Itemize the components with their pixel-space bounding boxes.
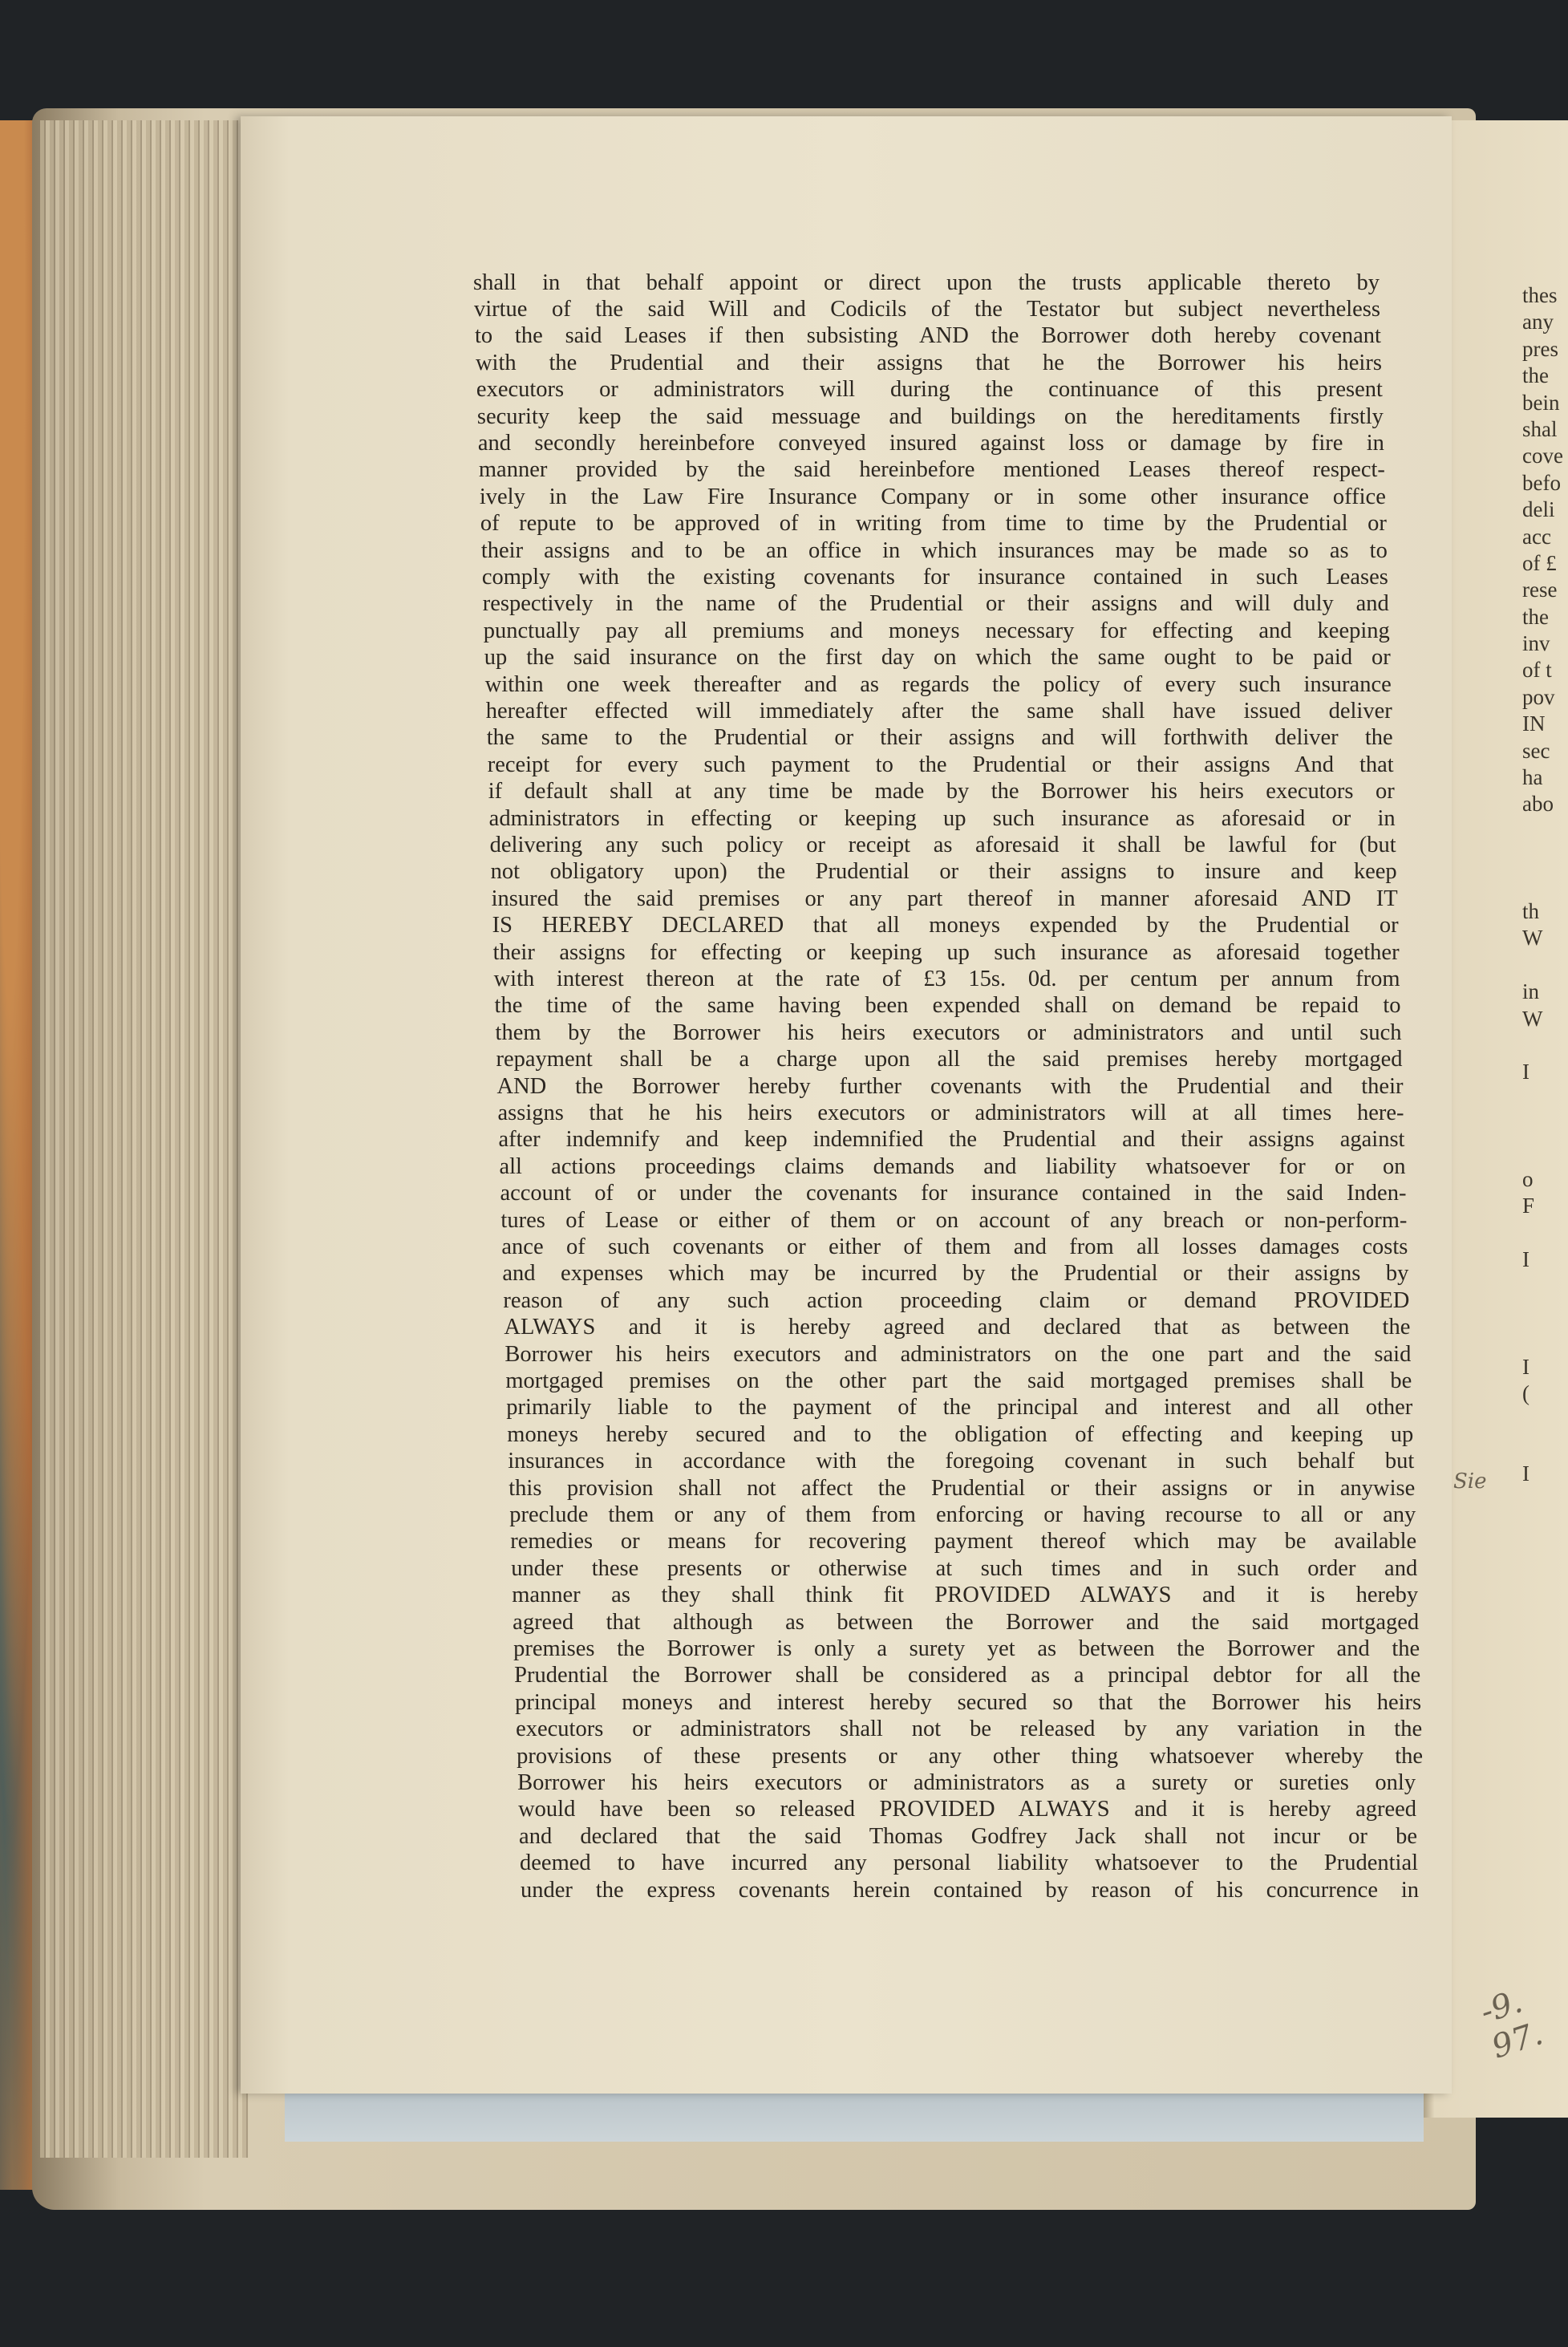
adjacent-page-fragment: [1522, 872, 1568, 898]
text-line: remedies or means for recovering payment thereof which may be available: [510, 1529, 1417, 1555]
text-line: up the said insurance on the first day on which the same ought to be paid or: [484, 645, 1391, 671]
adjacent-page-fragment: ha: [1522, 765, 1543, 790]
adjacent-page-fragment: F: [1522, 1194, 1535, 1218]
adjacent-page-fragment: IN: [1522, 711, 1546, 736]
adjacent-page-fragment: I: [1522, 1060, 1530, 1084]
adjacent-page-fragment: the: [1522, 604, 1549, 629]
adjacent-page-fragment: W: [1522, 926, 1543, 951]
adjacent-page-fragment: the: [1522, 363, 1549, 388]
text-line: Borrower his heirs executors or administrators as a surety or sureties only: [517, 1769, 1416, 1795]
text-line: of repute to be approved of in writing from time to time by the Prudential or: [480, 511, 1387, 537]
text-line: comply with the existing covenants for insurance contained in such Leases: [481, 564, 1388, 590]
text-line: moneys hereby secured and to the obligation of effecting and keeping up: [507, 1421, 1414, 1447]
blue-paper-strip: [285, 2086, 1424, 2142]
adjacent-page-fragment: pres: [1522, 336, 1558, 361]
text-line: executors or administrators shall not be released by any variation in the: [516, 1717, 1423, 1742]
text-line: punctually pay all premiums and moneys necessary for effecting and keeping: [483, 618, 1390, 643]
adjacent-page-fragment: abo: [1522, 792, 1554, 817]
text-line: under the express covenants herein contained by reason of his concurrence in: [521, 1877, 1420, 1903]
text-line: agreed that although as between the Borrower and the said mortgaged: [513, 1609, 1420, 1635]
text-line: and declared that the said Thomas Godfrey Jack shall not incur or be: [519, 1823, 1418, 1849]
text-line: Borrower his heirs executors and administrators on the one part and the said: [504, 1341, 1412, 1367]
text-line: this provision shall not affect the Prudential or their assigns or in anywise: [508, 1475, 1416, 1501]
text-line: reason of any such action proceeding claim or demand PROVIDED: [503, 1287, 1410, 1313]
text-line: ance of such covenants or either of them and from all losses damages costs: [501, 1234, 1408, 1259]
text-line: their assigns and to be an office in which insurances may be made so as to: [480, 537, 1388, 563]
adjacent-page-fragment: pov: [1522, 684, 1555, 709]
text-line: hereafter effected will immediately after the same shall have issued deliver: [485, 698, 1392, 724]
text-line: IS HEREBY DECLARED that all moneys expended by the Prudential or: [492, 913, 1399, 938]
text-line: after indemnify and keep indemnified the Prudential and their assigns against: [498, 1127, 1405, 1153]
adjacent-page-fragment: o: [1522, 1166, 1534, 1191]
adjacent-page-fragment: befo: [1522, 470, 1561, 495]
adjacent-page-fragment: I: [1522, 1461, 1530, 1486]
adjacent-page-fragment: I: [1522, 1354, 1530, 1379]
text-line: administrators in effecting or keeping up such insurance as aforesaid or in: [488, 805, 1396, 831]
text-line: principal moneys and interest hereby secured so that the Borrower his heirs: [515, 1689, 1422, 1715]
text-line: to the said Leases if then subsisting AND the Borrower doth hereby covenant: [474, 323, 1381, 349]
text-line: insured the said premises or any part thereof in manner aforesaid AND IT: [491, 886, 1398, 911]
adjacent-page-fragment: [1522, 1273, 1568, 1299]
adjacent-page-fragment: cove: [1522, 444, 1563, 468]
text-line: premises the Borrower is only a surety yet as between the Borrower and the: [513, 1636, 1420, 1661]
adjacent-page-fragment: of £: [1522, 550, 1557, 575]
text-line: preclude them or any of them from enforcing or having recourse to all or any: [509, 1502, 1416, 1527]
adjacent-page-fragment: [1522, 1113, 1568, 1139]
text-line: the time of the same having been expended shall on demand be repaid to: [494, 993, 1401, 1019]
adjacent-page-fragment: rese: [1522, 578, 1558, 602]
text-line: with interest thereon at the rate of £3 15s. 0d. per centum per annum from: [493, 966, 1400, 991]
text-line: all actions proceedings claims demands and liability whatsoever for or on: [499, 1153, 1406, 1179]
adjacent-page-fragment: th: [1522, 898, 1540, 923]
text-line: with the Prudential and their assigns that he the Borrower his heirs: [475, 350, 1382, 375]
margin-mark: Sie: [1453, 1469, 1487, 1494]
page-edges: [40, 120, 249, 2158]
text-line: them by the Borrower his heirs executors or administrators and until such: [495, 1019, 1402, 1045]
text-line: and expenses which may be incurred by the Prudential or their assigns by: [502, 1261, 1409, 1287]
text-line: mortgaged premises on the other part the said mortgaged premises shall be: [505, 1368, 1412, 1393]
text-line: insurances in accordance with the foregoing covenant in such behalf but: [508, 1449, 1415, 1474]
text-line: the same to the Prudential or their assigns and will forthwith deliver the: [486, 725, 1393, 751]
adjacent-page-fragment: [1522, 1086, 1568, 1113]
adjacent-page-fragment: [1522, 1434, 1568, 1461]
adjacent-page-fragment: I: [1522, 1247, 1530, 1272]
text-line: AND the Borrower hereby further covenants with the Prudential and their: [496, 1073, 1404, 1099]
text-line: assigns that he his heirs executors or administrators will at all times here-: [497, 1100, 1404, 1125]
text-line: executors or administrators will during the continuance of this present: [476, 377, 1383, 403]
text-line: tures of Lease or either of them or on account of any breach or non-perform-: [500, 1207, 1408, 1233]
adjacent-page-fragment: [1522, 1327, 1568, 1353]
adjacent-page-fragment: [1522, 1140, 1568, 1166]
adjacent-page-fragment: [1522, 818, 1568, 845]
text-line: respectively in the name of the Prudential or their assigns and will duly and: [482, 591, 1389, 617]
adjacent-page-fragment: [1522, 845, 1568, 871]
adjacent-page-fragment: acc: [1522, 524, 1551, 549]
text-line: shall in that behalf appoint or direct upon the trusts applicable thereto by: [473, 270, 1380, 295]
adjacent-page-fragment: [1522, 1220, 1568, 1246]
text-line: receipt for every such payment to the Prudential or their assigns And that: [487, 752, 1394, 777]
document-page: [241, 116, 1452, 2094]
text-line: ALWAYS and it is hereby agreed and declared that as between the: [504, 1315, 1411, 1340]
adjacent-page-fragment: [1522, 1300, 1568, 1327]
adjacent-page-text: [1522, 282, 1568, 1488]
text-line: repayment shall be a charge upon all the said premises hereby mortgaged: [496, 1047, 1403, 1072]
text-line: provisions of these presents or any other thing whatsoever whereby the: [517, 1743, 1424, 1769]
text-line: within one week thereafter and as regards the policy of every such insurance: [484, 671, 1392, 697]
adjacent-page-fragment: [1522, 1407, 1568, 1433]
adjacent-page-fragment: [1522, 1032, 1568, 1059]
text-line: and secondly hereinbefore conveyed insured against loss or damage by fire in: [477, 430, 1384, 456]
text-line: account of or under the covenants for insurance contained in the said Inden-: [500, 1181, 1407, 1206]
date-mark: -9. 97.: [1476, 1983, 1548, 2066]
text-line: primarily liable to the payment of the principal and interest and all other: [506, 1395, 1413, 1421]
adjacent-page-fragment: bein: [1522, 390, 1560, 415]
text-line: would have been so released PROVIDED ALWAYS and it is hereby agreed: [518, 1797, 1417, 1822]
adjacent-page-fragment: [1522, 952, 1568, 979]
adjacent-page-fragment: shal: [1522, 416, 1558, 441]
text-line: delivering any such policy or receipt as aforesaid it shall be lawful for (but: [489, 832, 1396, 857]
text-line: security keep the said messuage and buildings on the hereditaments firstly: [476, 403, 1384, 429]
text-line: manner as they shall think fit PROVIDED ALWAYS and it is hereby: [512, 1583, 1419, 1608]
adjacent-page-fragment: of t: [1522, 658, 1552, 683]
text-line: virtue of the said Will and Codicils of the Testator but subject nevertheless: [473, 296, 1380, 322]
text-line: under these presents or otherwise at such times and in such order and: [511, 1555, 1418, 1581]
adjacent-page-fragment: sec: [1522, 738, 1550, 763]
adjacent-page-fragment: (: [1522, 1381, 1530, 1406]
text-line: their assigns for effecting or keeping up such insurance as aforesaid together: [492, 939, 1400, 965]
text-line: if default shall at any time be made by the Borrower his heirs executors or: [488, 779, 1395, 805]
adjacent-page-fragment: any: [1522, 310, 1554, 334]
text-line: deemed to have incurred any personal liability whatsoever to the Prudential: [520, 1850, 1419, 1876]
text-line: manner provided by the said hereinbefore mentioned Leases thereof respect-: [478, 457, 1385, 483]
text-line: ively in the Law Fire Insurance Company or in some other insurance office: [479, 484, 1386, 509]
adjacent-page-fragment: W: [1522, 1006, 1543, 1031]
adjacent-page-fragment: deli: [1522, 497, 1555, 522]
text-line: not obligatory upon) the Prudential or their assigns to insure and keep: [490, 859, 1397, 885]
adjacent-page-fragment: thes: [1522, 283, 1558, 307]
adjacent-page-fragment: in: [1522, 979, 1540, 1004]
text-line: Prudential the Borrower shall be considered as a principal debtor for all the: [514, 1663, 1421, 1688]
adjacent-page-fragment: inv: [1522, 631, 1550, 656]
